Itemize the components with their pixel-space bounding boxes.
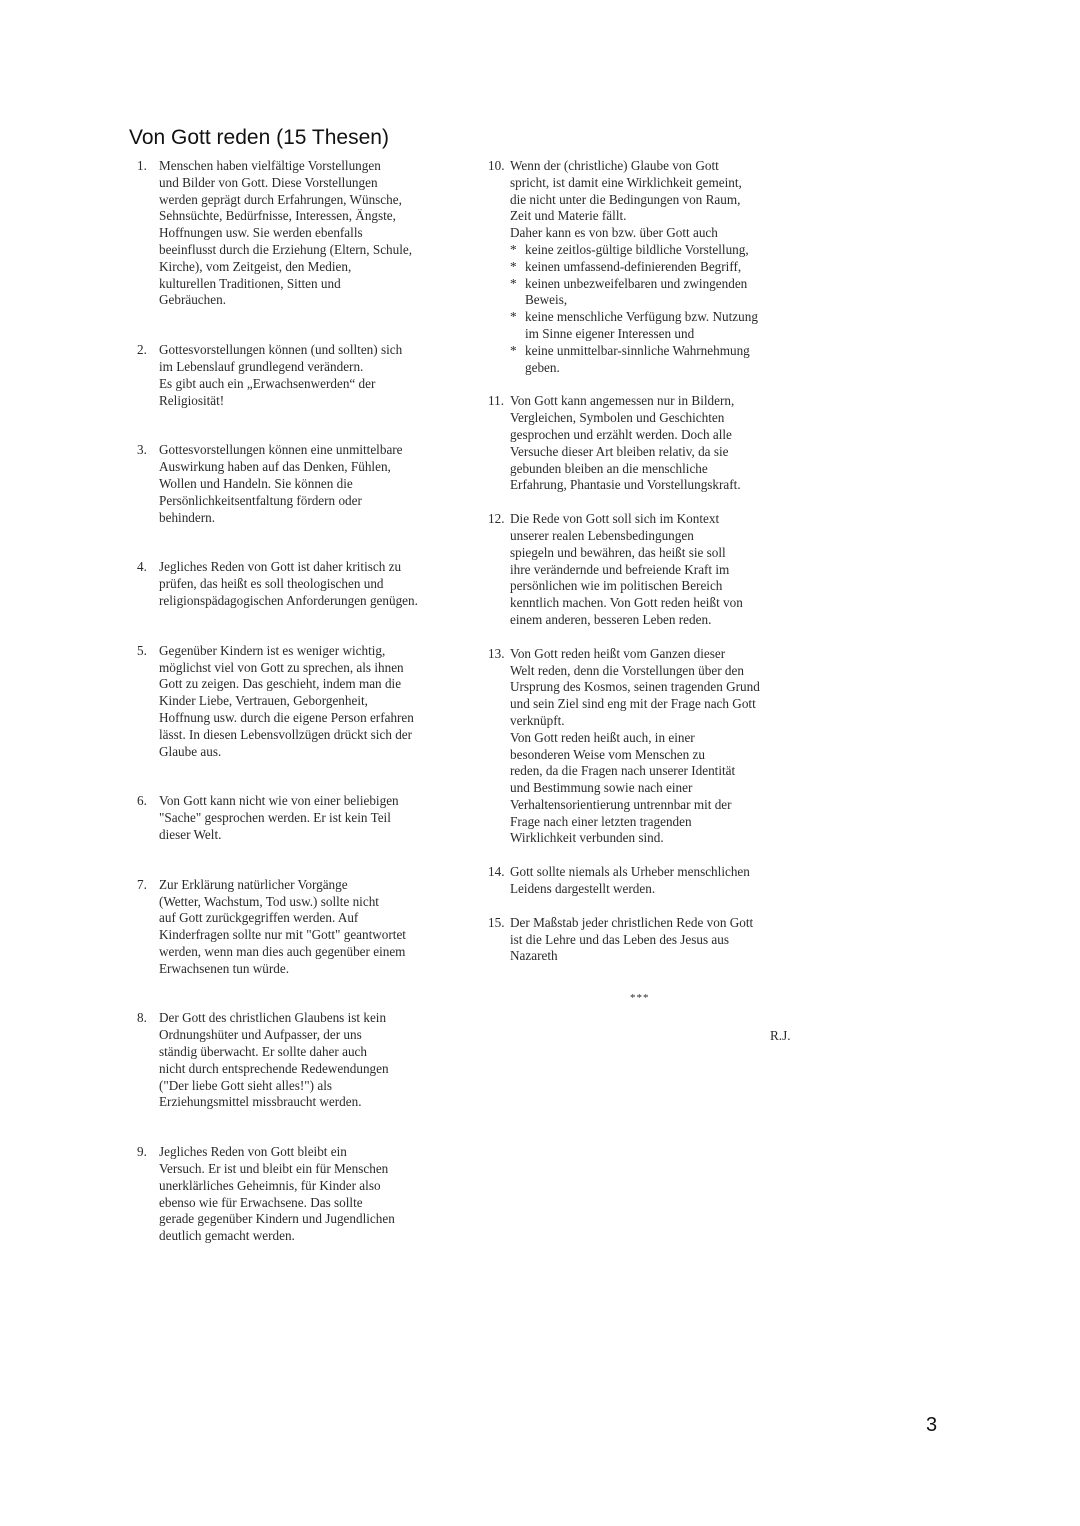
thesis-number: 2.	[137, 342, 147, 358]
thesis-text: Gegenüber Kindern ist es weniger wichtig, möglichst viel von Gott zu sprechen, als ihnen Gott zu zeigen. Das geschieht, indem man die Kinder Liebe, Vertrauen, Geborgenheit, Hoffnung usw. durch die eigene Person erfahren lässt. In diesen Lebensvollzügen drückt sich der Glaube aus.	[159, 642, 414, 759]
author-signature: R.J.	[770, 1028, 791, 1043]
bullet-text: keinen umfassend-definierenden Begriff,	[525, 258, 742, 274]
bullet-star: *	[510, 342, 517, 358]
bullet-item	[510, 309, 808, 343]
thesis-text: Jegliches Reden von Gott bleibt ein Versuch. Er ist und bleibt ein für Menschen unerklärliches Geheimnis, für Kinder also ebenso wie für Erwachsene. Das sollte gerade gegenüber Kindern und Jugendlichen deutlich gemacht werden.	[159, 1144, 395, 1244]
bullet-star: *	[510, 241, 517, 257]
thesis-11	[488, 393, 808, 494]
thesis-4	[137, 559, 457, 609]
left-column	[137, 158, 457, 1245]
thesis-number: 1.	[137, 158, 147, 173]
thesis-number: 3.	[137, 442, 147, 458]
bullet-item	[510, 276, 808, 310]
bullet-item	[510, 259, 808, 276]
bullet-text: keine zeitlos-gültige bildliche Vorstellung,	[525, 241, 749, 257]
thesis-number: 12.	[488, 511, 505, 527]
thesis-text: Der Maßstab jeder christlichen Rede von Gott ist die Lehre und das Leben des Jesus aus Nazareth	[510, 914, 754, 964]
thesis-13	[488, 646, 808, 848]
thesis-text: Menschen haben vielfältige Vorstellungen und Bilder von Gott. Diese Vorstellungen werden geprägt durch Erfahrungen, Wünsche, Sehnsüchte, Bedürfnisse, Interessen, Ängste, Hoffnungen usw. Sie werden ebenfalls beeinflusst durch die Erziehung (Eltern, Schule, Kirche), vom Zeitgeist, den Medien, kulturellen Traditionen, Sitten und Gebräuchen.	[159, 158, 413, 308]
thesis-text: Von Gott kann angemessen nur in Bildern, Vergleichen, Symbolen und Geschichten gesprochen und erzählt werden. Doch alle Versuche dieser Art bleiben relativ, da sie gebunden bleiben an die menschliche Erfahrung, Phantasie und Vorstellungskraft.	[510, 393, 741, 493]
bullet-star: *	[510, 309, 517, 325]
bullet-star: *	[510, 258, 517, 274]
bullet-text: keinen unbezweifelbaren und zwingenden Beweis,	[525, 275, 748, 308]
thesis-text: Wenn der (christliche) Glaube von Gott spricht, ist damit eine Wirklichkeit gemeint, die nicht unter die Bedingungen von Raum, Zeit und Materie fällt. Daher kann es von bzw. über Gott auch	[510, 158, 742, 241]
thesis-2	[137, 342, 457, 409]
thesis-10	[488, 158, 808, 376]
thesis-text: Gottesvorstellungen können (und sollten) sich im Lebenslauf grundlegend verändern. Es gibt auch ein „Erwachsenwerden“ der Religiosität!	[159, 342, 403, 408]
thesis-number: 4.	[137, 559, 147, 575]
bullet-text: keine unmittelbar-sinnliche Wahrnehmung geben.	[525, 342, 750, 375]
thesis-1	[137, 158, 457, 309]
thesis-text: Gottesvorstellungen können eine unmittelbare Auswirkung haben auf das Denken, Fühlen, Wollen und Handeln. Sie können die Persönlichkeitsentfaltung fördern oder behindern.	[159, 442, 403, 525]
bullet-item	[510, 242, 808, 259]
thesis-14	[488, 864, 808, 898]
section-separator: ***	[630, 992, 650, 1004]
thesis-text: Jegliches Reden von Gott ist daher kritisch zu prüfen, das heißt es soll theologischen und religionspädagogischen Anforderungen genügen.	[159, 559, 418, 608]
thesis-text: Von Gott kann nicht wie von einer beliebigen "Sache" gesprochen werden. Er ist kein Teil dieser Welt.	[159, 793, 399, 842]
thesis-5	[137, 643, 457, 761]
thesis-9	[137, 1144, 457, 1245]
thesis-12	[488, 511, 808, 629]
thesis-text: Der Gott des christlichen Glaubens ist kein Ordnungshüter und Aufpasser, der uns ständig überwacht. Er sollte daher auch nicht durch entsprechende Redewendungen ("Der liebe Gott sieht alles!") als Erziehungsmittel missbraucht werden.	[159, 1010, 389, 1110]
thesis-number: 7.	[137, 876, 147, 892]
thesis-text: Zur Erklärung natürlicher Vorgänge (Wetter, Wachstum, Tod usw.) sollte nicht auf Gott zurückgegriffen werden. Auf Kinderfragen sollte nur mit "Gott" geantwortet werden, wenn man dies auch gegenüber einem Erwachsenen tun würde.	[159, 876, 406, 976]
thesis-6	[137, 793, 457, 843]
thesis-8	[137, 1010, 457, 1111]
bullet-star: *	[510, 275, 517, 291]
thesis-7	[137, 877, 457, 978]
thesis-number: 11.	[488, 393, 504, 409]
bullet-list	[510, 242, 808, 376]
thesis-number: 6.	[137, 793, 147, 809]
thesis-3	[137, 442, 457, 526]
thesis-number: 9.	[137, 1144, 147, 1160]
thesis-text: Die Rede von Gott soll sich im Kontext unserer realen Lebensbedingungen spiegeln und bewähren, das heißt sie soll ihre verändernde und befreiende Kraft im persönlichen wie im politischen Bereich kenntlich machen. Von Gott reden heißt von einem anderen, besseren Leben reden.	[510, 511, 743, 627]
right-column	[488, 158, 808, 965]
thesis-text: Von Gott reden heißt vom Ganzen dieser Welt reden, denn die Vorstellungen über den Ursprung des Kosmos, seinen tragenden Grund und sein Ziel sind eng mit der Frage nach Gott verknüpft. Von Gott reden heißt auch, in einer besonderen Weise vom Menschen zu reden, da die Fragen nach unserer Identität und Bestimmung sowie nach einer Verhaltensorientierung untrennbar mit der Frage nach einer letzten tragenden Wirklichkeit verbunden sind.	[510, 645, 760, 846]
thesis-number: 15.	[488, 914, 505, 930]
thesis-number: 13.	[488, 645, 505, 661]
page-number: 3	[926, 1414, 938, 1436]
thesis-text: Gott sollte niemals als Urheber menschlichen Leidens dargestellt werden.	[510, 864, 750, 897]
bullet-item	[510, 343, 808, 377]
thesis-number: 5.	[137, 642, 147, 658]
thesis-number: 14.	[488, 864, 505, 880]
thesis-number: 8.	[137, 1010, 147, 1026]
page-title: Von Gott reden (15 Thesen)	[129, 126, 389, 149]
thesis-15	[488, 915, 808, 965]
bullet-text: keine menschliche Verfügung bzw. Nutzung im Sinne eigener Interessen und	[525, 309, 758, 341]
thesis-number: 10.	[488, 158, 505, 173]
